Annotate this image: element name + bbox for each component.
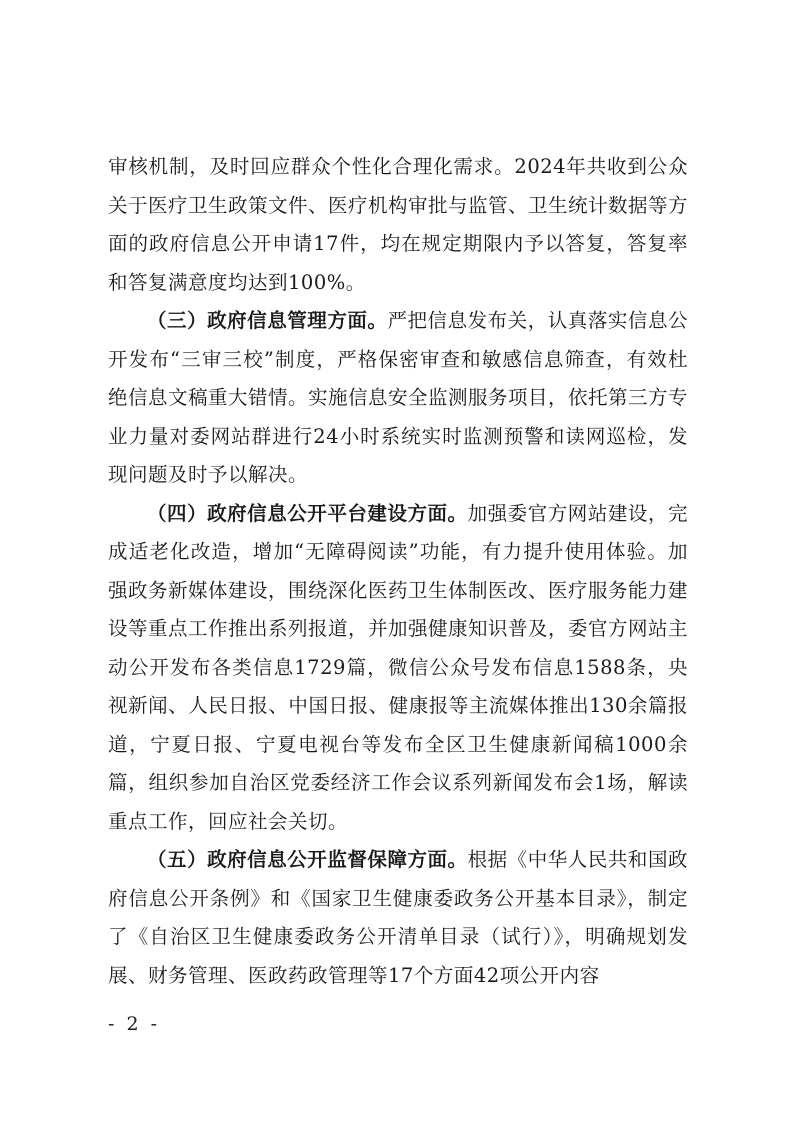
page-number: - 2 - bbox=[108, 1013, 161, 1035]
paragraph-continuation bbox=[108, 148, 688, 302]
paragraph-body: 严把信息发布关，认真落实信息公开发布“三审三校”制度，严格保密审查和敏感信息筛查，有效杜绝信息文稿重大错情。实施信息安全监测服务项目，依托第三方专业力量对委网站群进行24小时系统实时监测预警和读网巡检，发现问题及时予以解决。 bbox=[108, 309, 689, 486]
paragraph-body: 审核机制，及时回应群众个性化合理化需求。2024年共收到公众关于医疗卫生政策文件、医疗机构审批与监管、卫生统计数据等方面的政府信息公开申请17件，均在规定期限内予以答复，答复率和答复满意度均达到100%。 bbox=[108, 155, 689, 294]
section-heading: （五）政府信息公开监督保障方面。 bbox=[147, 848, 468, 871]
paragraph-supervision bbox=[108, 841, 688, 995]
document-body bbox=[108, 148, 688, 995]
paragraph-info-management bbox=[108, 302, 688, 495]
section-heading: （四）政府信息公开平台建设方面。 bbox=[147, 501, 468, 525]
paragraph-body: 根据《中华人民共和国政府信息公开条例》和《国家卫生健康委政务公开基本目录》，制定了《自治区卫生健康委政务公开清单目录（试行）》，明确规划发展、财务管理、医政药政管理等17个方面42项公开内容 bbox=[108, 848, 688, 987]
paragraph-body: 加强委官方网站建设，完成适老化改造，增加“无障碍阅读”功能，有力提升使用体验。加强政务新媒体建设，围绕深化医药卫生体制医改、医疗服务能力建设等重点工作推出系列报道，并加强健康知识普及，委官方网站主动公开发布各类信息1729篇，微信公众号发布信息1588条，央视新闻、人民日报、中国日报、健康报等主流媒体推出130余篇报道，宁夏日报、宁夏电视台等发布全区卫生健康新闻稿1000余篇，组织参加自治区党委经济工作会议系列新闻发布会1场，解读重点工作，回应社会关切。 bbox=[108, 501, 689, 833]
section-heading: （三）政府信息管理方面。 bbox=[147, 309, 388, 332]
paragraph-platform-construction bbox=[108, 495, 688, 842]
